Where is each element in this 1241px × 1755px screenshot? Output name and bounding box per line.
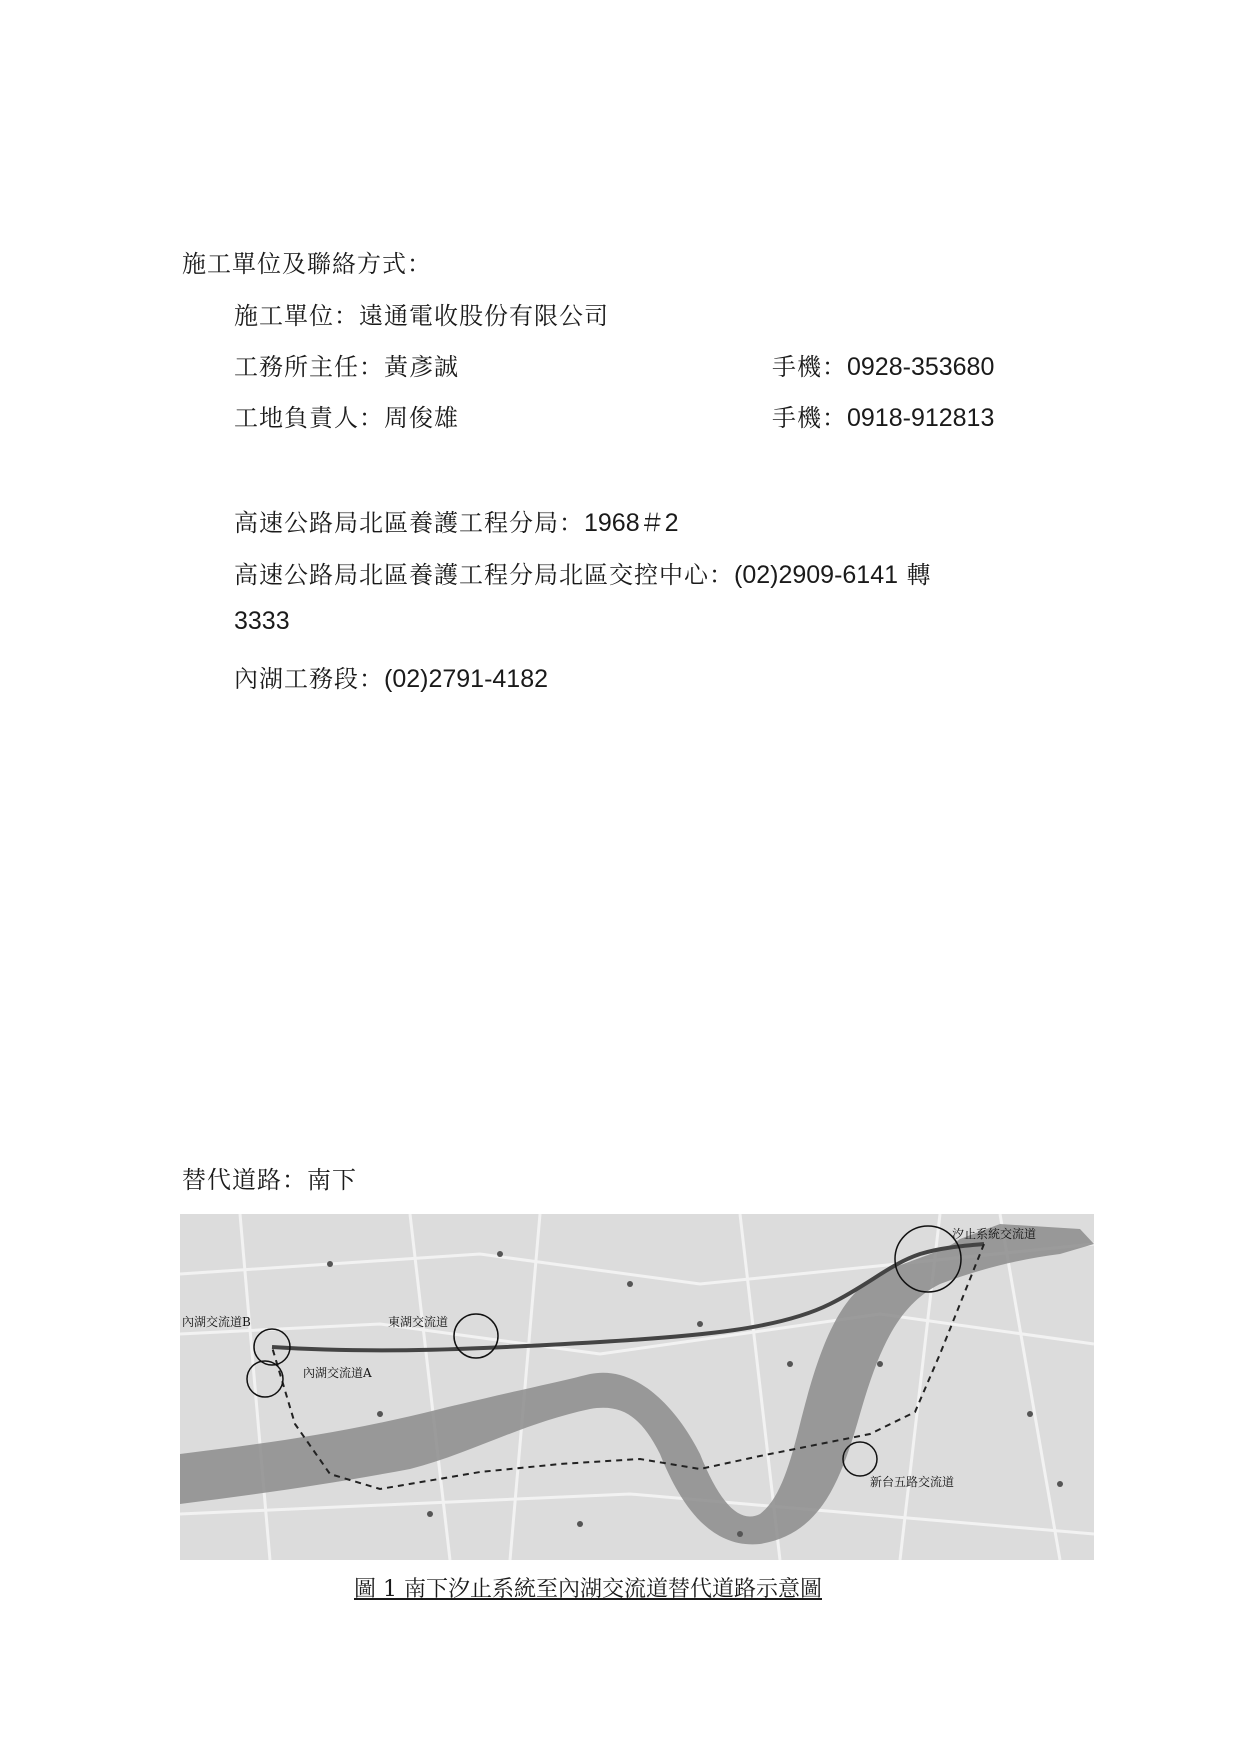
neihu-label: 內湖工務段： <box>234 665 384 693</box>
traffic-center-phone: (02)2909-6141 <box>734 561 899 589</box>
site-director-name: 黃彥誠 <box>384 353 459 381</box>
site-director-phone: 0928-353680 <box>847 353 995 381</box>
site-director-phone-group <box>772 347 994 382</box>
site-director-label: 工務所主任： <box>234 353 384 381</box>
contractor-value: 遠通電收股份有限公司 <box>359 302 609 330</box>
neihu-phone: (02)2791-4182 <box>384 665 549 693</box>
detour-map <box>180 1214 1094 1560</box>
north-branch-row <box>234 503 679 539</box>
site-manager-phone-group <box>772 398 994 433</box>
detour-map-svg <box>180 1214 1094 1560</box>
neihu-row <box>234 659 548 694</box>
north-branch-label: 高速公路局北區養護工程分局： <box>234 509 584 537</box>
site-manager-label: 工地負責人： <box>234 404 384 432</box>
site-manager-phone: 0918-912813 <box>847 404 995 432</box>
north-branch-phone: 1968＃2 <box>584 509 679 537</box>
traffic-center-ext: 3333 <box>234 607 290 635</box>
map-label-donghu: 東湖交流道 <box>388 1315 449 1329</box>
traffic-center-ext-word: 轉 <box>906 561 932 589</box>
traffic-center-label: 高速公路局北區養護工程分局北區交控中心： <box>234 561 734 589</box>
site-director-row <box>234 347 995 382</box>
map-label-xintai: 新台五路交流道 <box>870 1475 955 1489</box>
detour-heading: 替代道路：南下 <box>182 1166 357 1194</box>
traffic-center-row <box>234 555 932 590</box>
contractor-label: 施工單位： <box>234 302 359 330</box>
site-manager-row <box>234 398 995 433</box>
contact-heading: 施工單位及聯絡方式： <box>182 250 432 278</box>
figure-caption: 圖 1 南下汐止系統至內湖交流道替代道路示意圖 <box>354 1577 822 1602</box>
site-manager-name: 周俊雄 <box>384 404 459 432</box>
site-manager-phone-label: 手機： <box>772 404 847 432</box>
map-label-xizhi: 汐止系統交流道 <box>952 1227 1037 1241</box>
map-label-neihu-b: 內湖交流道B <box>182 1315 251 1329</box>
contractor-row <box>234 296 609 331</box>
map-label-neihu-a: 內湖交流道A <box>303 1366 372 1380</box>
site-director-phone-label: 手機： <box>772 353 847 381</box>
